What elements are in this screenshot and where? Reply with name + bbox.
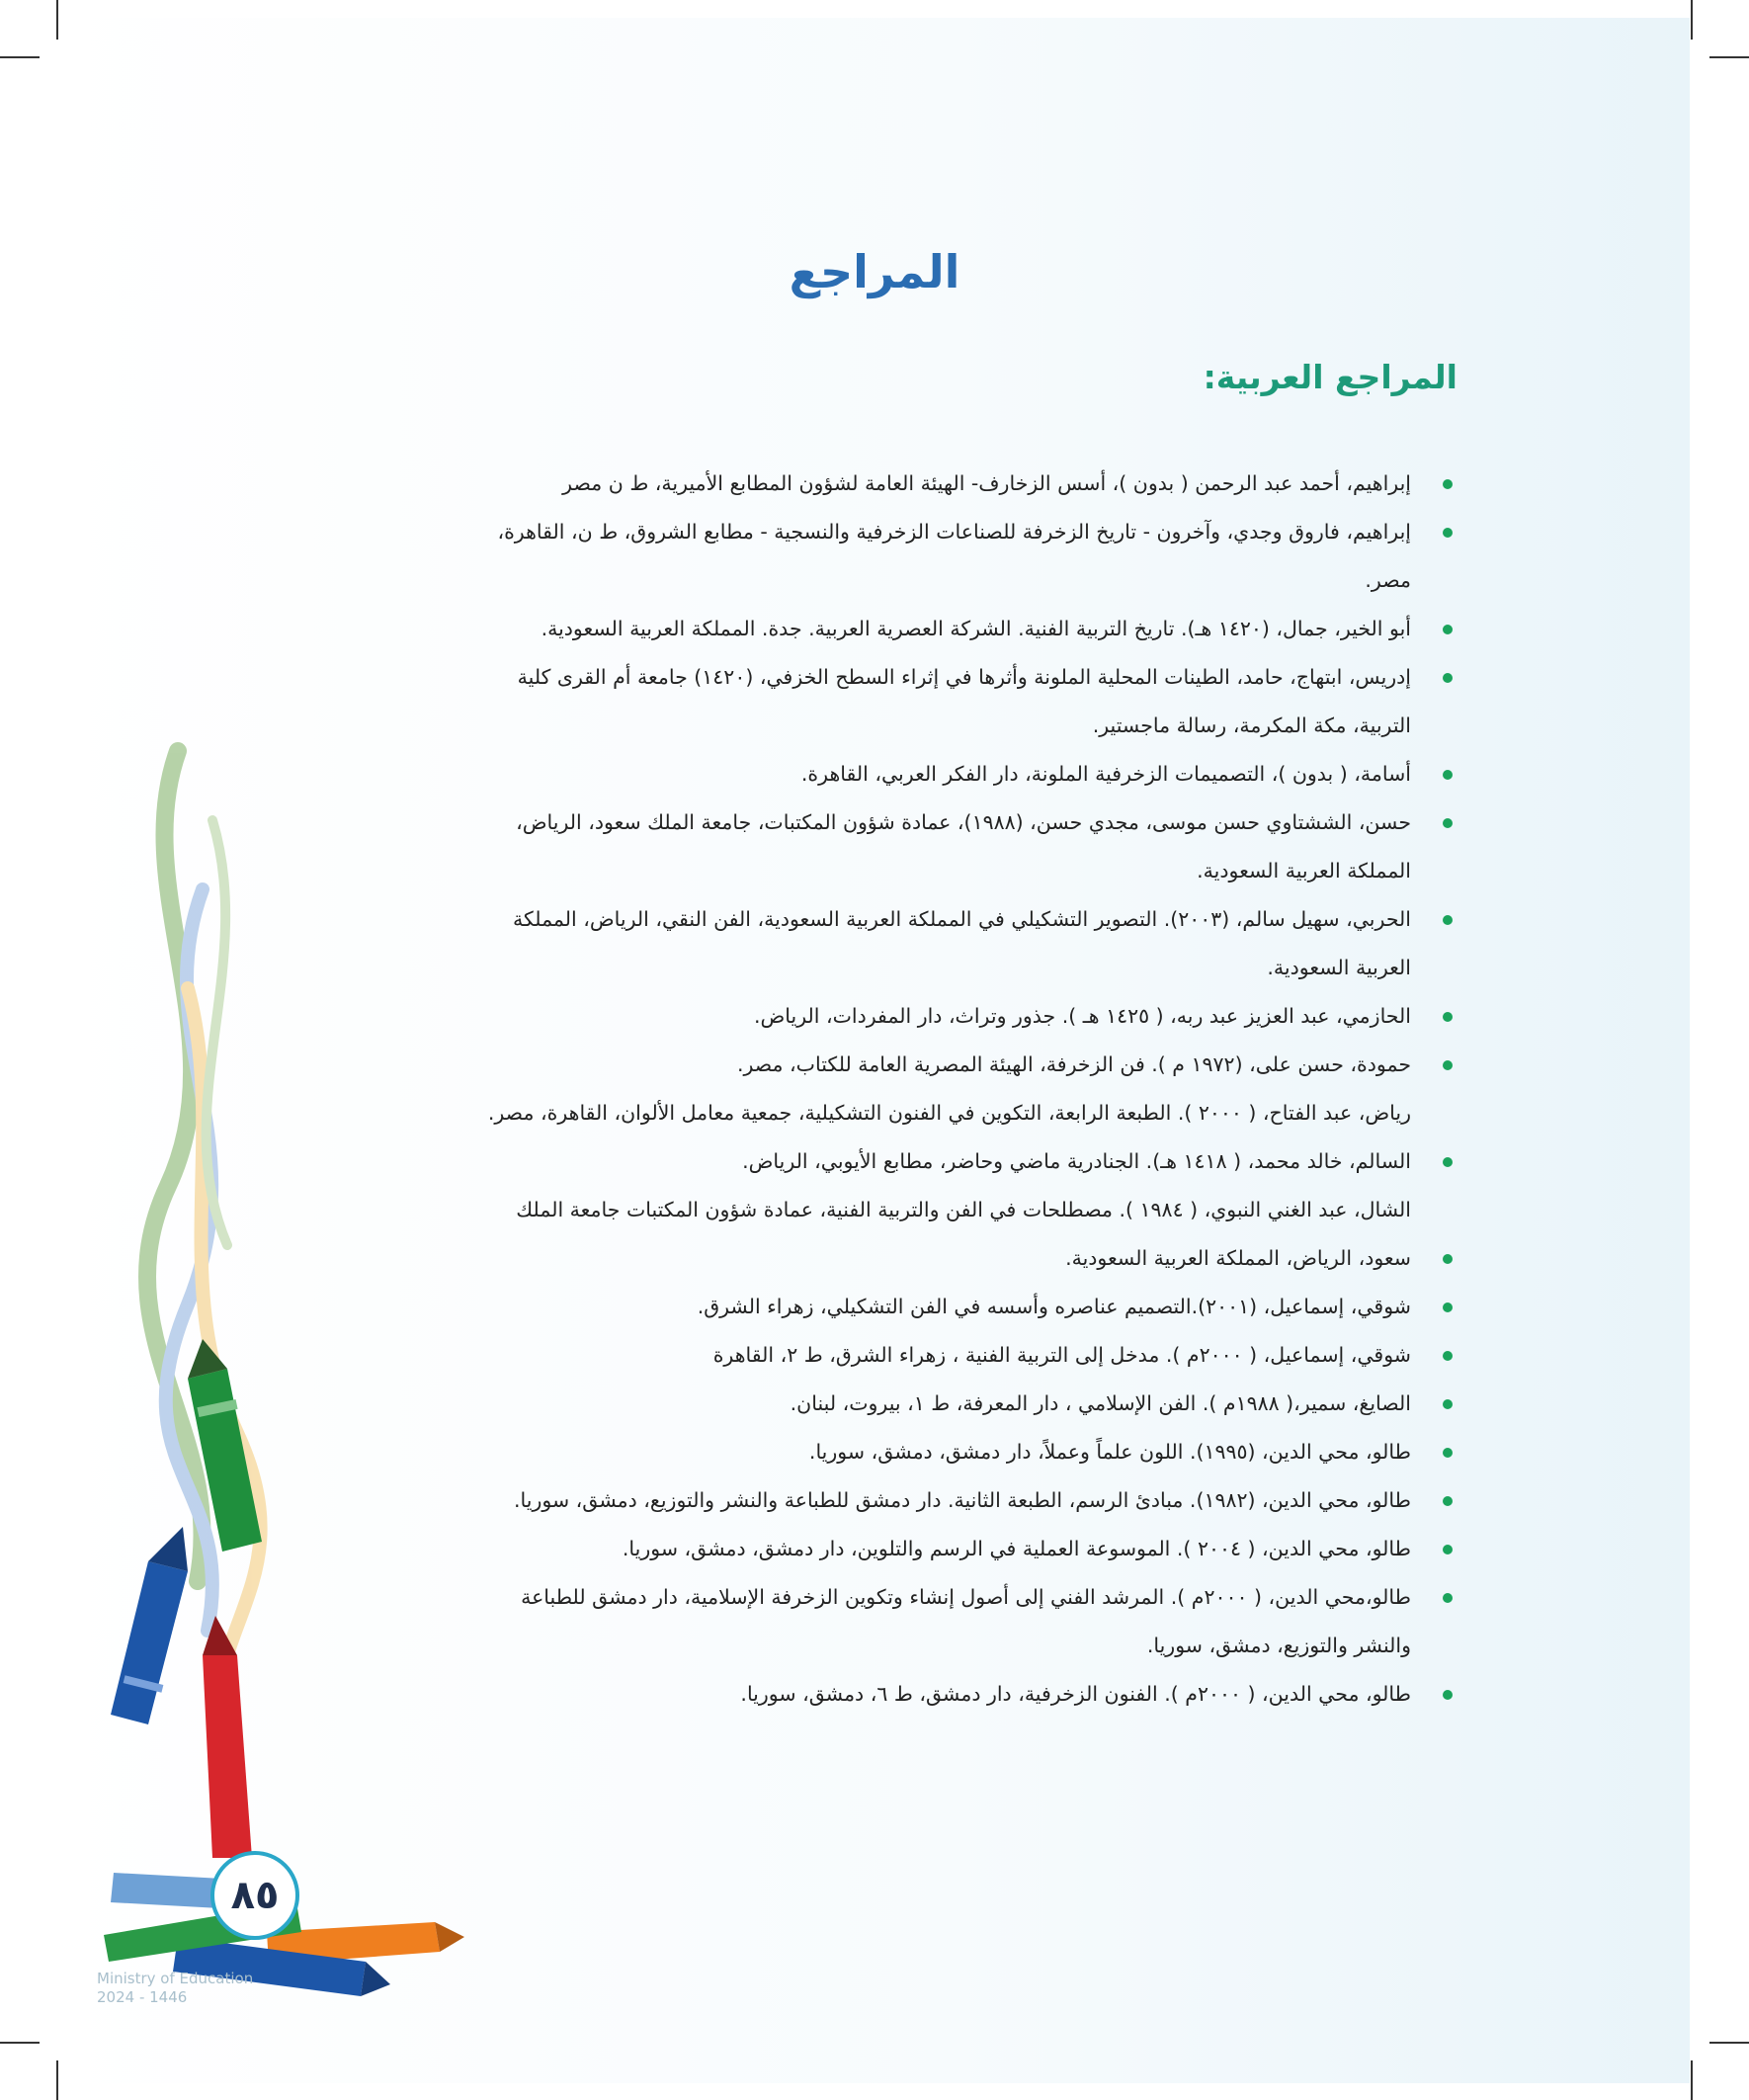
bullet-icon bbox=[1443, 1690, 1453, 1700]
reference-item: حمودة، حسن على، (١٩٧٢ م ). فن الزخرفة، الهيئة المصرية العامة للكتاب، مصر. bbox=[464, 1041, 1453, 1089]
reference-item: طالو،محي الدين، ( ٢٠٠٠م ). المرشد الفني إلى أصول إنشاء وتكوين الزخرفة الإسلامية، دار دمشق للطباعة والنشر والتوزيع، دمشق، سوريا. bbox=[464, 1573, 1453, 1670]
bullet-icon bbox=[1443, 915, 1453, 925]
page-number: ٨٥ bbox=[210, 1851, 299, 1940]
bullet-icon bbox=[1443, 770, 1453, 780]
bullet-icon bbox=[1443, 1157, 1453, 1167]
reference-item: شوقي، إسماعيل، (٢٠٠١).التصميم عناصره وأسسه في الفن التشكيلي، زهراء الشرق. bbox=[464, 1283, 1453, 1331]
reference-item: الحربي، سهيل سالم، (٢٠٠٣). التصوير التشكيلي في المملكة العربية السعودية، الفن النقي، الرياض، المملكة العربية السعودية. bbox=[464, 895, 1453, 992]
reference-item: رياض، عبد الفتاح، ( ٢٠٠٠ ). الطبعة الرابعة، التكوين في الفنون التشكيلية، جمعية معامل الألوان، القاهرة، مصر. bbox=[487, 1101, 1411, 1125]
references-list bbox=[464, 460, 1453, 1719]
bullet-icon bbox=[1443, 818, 1453, 828]
bullet-icon bbox=[1443, 479, 1453, 489]
reference-item: سعود، الرياض، المملكة العربية السعودية. bbox=[464, 1234, 1453, 1283]
bullet-icon bbox=[1443, 1448, 1453, 1458]
bullet-icon bbox=[1443, 1593, 1453, 1603]
reference-item: إبراهيم، فاروق وجدي، وآخرون - تاريخ الزخرفة للصناعات الزخرفية والنسجية - مطابع الشروق، ط ن، القاهرة، مصر. bbox=[464, 508, 1453, 605]
crayon-blue bbox=[111, 1527, 188, 1724]
ministry-footer bbox=[97, 1970, 253, 2007]
reference-item: حسن، الششتاوي حسن موسى، مجدي حسن، (١٩٨٨)، عمادة شؤون المكتبات، جامعة الملك سعود، الرياض، المملكة العربية السعودية. bbox=[464, 798, 1453, 895]
reference-item: طالو، محي الدين، ( ٢٠٠٠م ). الفنون الزخرفية، دار دمشق، ط ٦، دمشق، سوريا. bbox=[464, 1670, 1453, 1719]
bullet-icon bbox=[1443, 625, 1453, 634]
bullet-icon bbox=[1443, 1496, 1453, 1506]
reference-item: الحازمي، عبد العزيز عبد ربه، ( ١٤٢٥ هـ ). جذور وتراث، دار المفردات، الرياض. bbox=[464, 992, 1453, 1041]
reference-item: إدريس، ابتهاج، حامد، الطينات المحلية الملونة وأثرها في إثراء السطح الخزفي، (١٤٢٠) جامعة أم القرى كلية التربية، مكة المكرمة، رسالة ماجستير. bbox=[464, 653, 1453, 750]
reference-item: أبو الخير، جمال، (١٤٢٠ هـ). تاريخ التربية الفنية. الشركة العصرية العربية. جدة. المملكة العربية السعودية. bbox=[464, 605, 1453, 653]
bullet-icon bbox=[1443, 1012, 1453, 1022]
reference-item: طالو، محي الدين، (١٩٩٥). اللون علماً وعملاً، دار دمشق، دمشق، سوريا. bbox=[464, 1428, 1453, 1476]
reference-item: أسامة، ( بدون )، التصميمات الزخرفية الملونة، دار الفكر العربي، القاهرة. bbox=[464, 750, 1453, 798]
bullet-icon bbox=[1443, 1060, 1453, 1070]
reference-item: الصايغ، سمير،( ١٩٨٨م ). الفن الإسلامي ، دار المعرفة، ط ١، بيروت، لبنان. bbox=[464, 1380, 1453, 1428]
reference-item: شوقي، إسماعيل، ( ٢٠٠٠م ). مدخل إلى التربية الفنية ، زهراء الشرق، ط ٢، القاهرة bbox=[464, 1331, 1453, 1380]
bullet-icon bbox=[1443, 1254, 1453, 1264]
section-heading: المراجع العربية: bbox=[1203, 358, 1458, 396]
bullet-icon bbox=[1443, 673, 1453, 683]
bullet-icon bbox=[1443, 1351, 1453, 1361]
ministry-label: Ministry of Education bbox=[97, 1970, 254, 1987]
reference-item: السالم، خالد محمد، ( ١٤١٨ هـ). الجنادرية ماضي وحاضر، مطابع الأيوبي، الرياض. bbox=[464, 1137, 1453, 1186]
page-title: المراجع bbox=[789, 245, 960, 298]
bullet-icon bbox=[1443, 1302, 1453, 1312]
reference-item: طالو، محي الدين، (١٩٨٢). مبادئ الرسم، الطبعة الثانية. دار دمشق للطباعة والنشر والتوزيع، دمشق، سوريا. bbox=[464, 1476, 1453, 1525]
reference-item: طالو، محي الدين، ( ٢٠٠٤ ). الموسوعة العملية في الرسم والتلوين، دار دمشق، دمشق، سوريا. bbox=[464, 1525, 1453, 1573]
year-label: 2024 - 1446 bbox=[97, 1988, 188, 2006]
reference-item: الشال، عبد الغني النبوي، ( ١٩٨٤ ). مصطلحات في الفن والتربية الفنية، عمادة شؤون المكتبات جامعة الملك bbox=[516, 1198, 1411, 1221]
bullet-icon bbox=[1443, 528, 1453, 538]
bullet-icon bbox=[1443, 1399, 1453, 1409]
crayon-red bbox=[203, 1616, 252, 1858]
bullet-icon bbox=[1443, 1545, 1453, 1554]
reference-item: إبراهيم، أحمد عبد الرحمن ( بدون )، أسس الزخارف- الهيئة العامة لشؤون المطابع الأميرية، ط ن مصر bbox=[464, 460, 1453, 508]
